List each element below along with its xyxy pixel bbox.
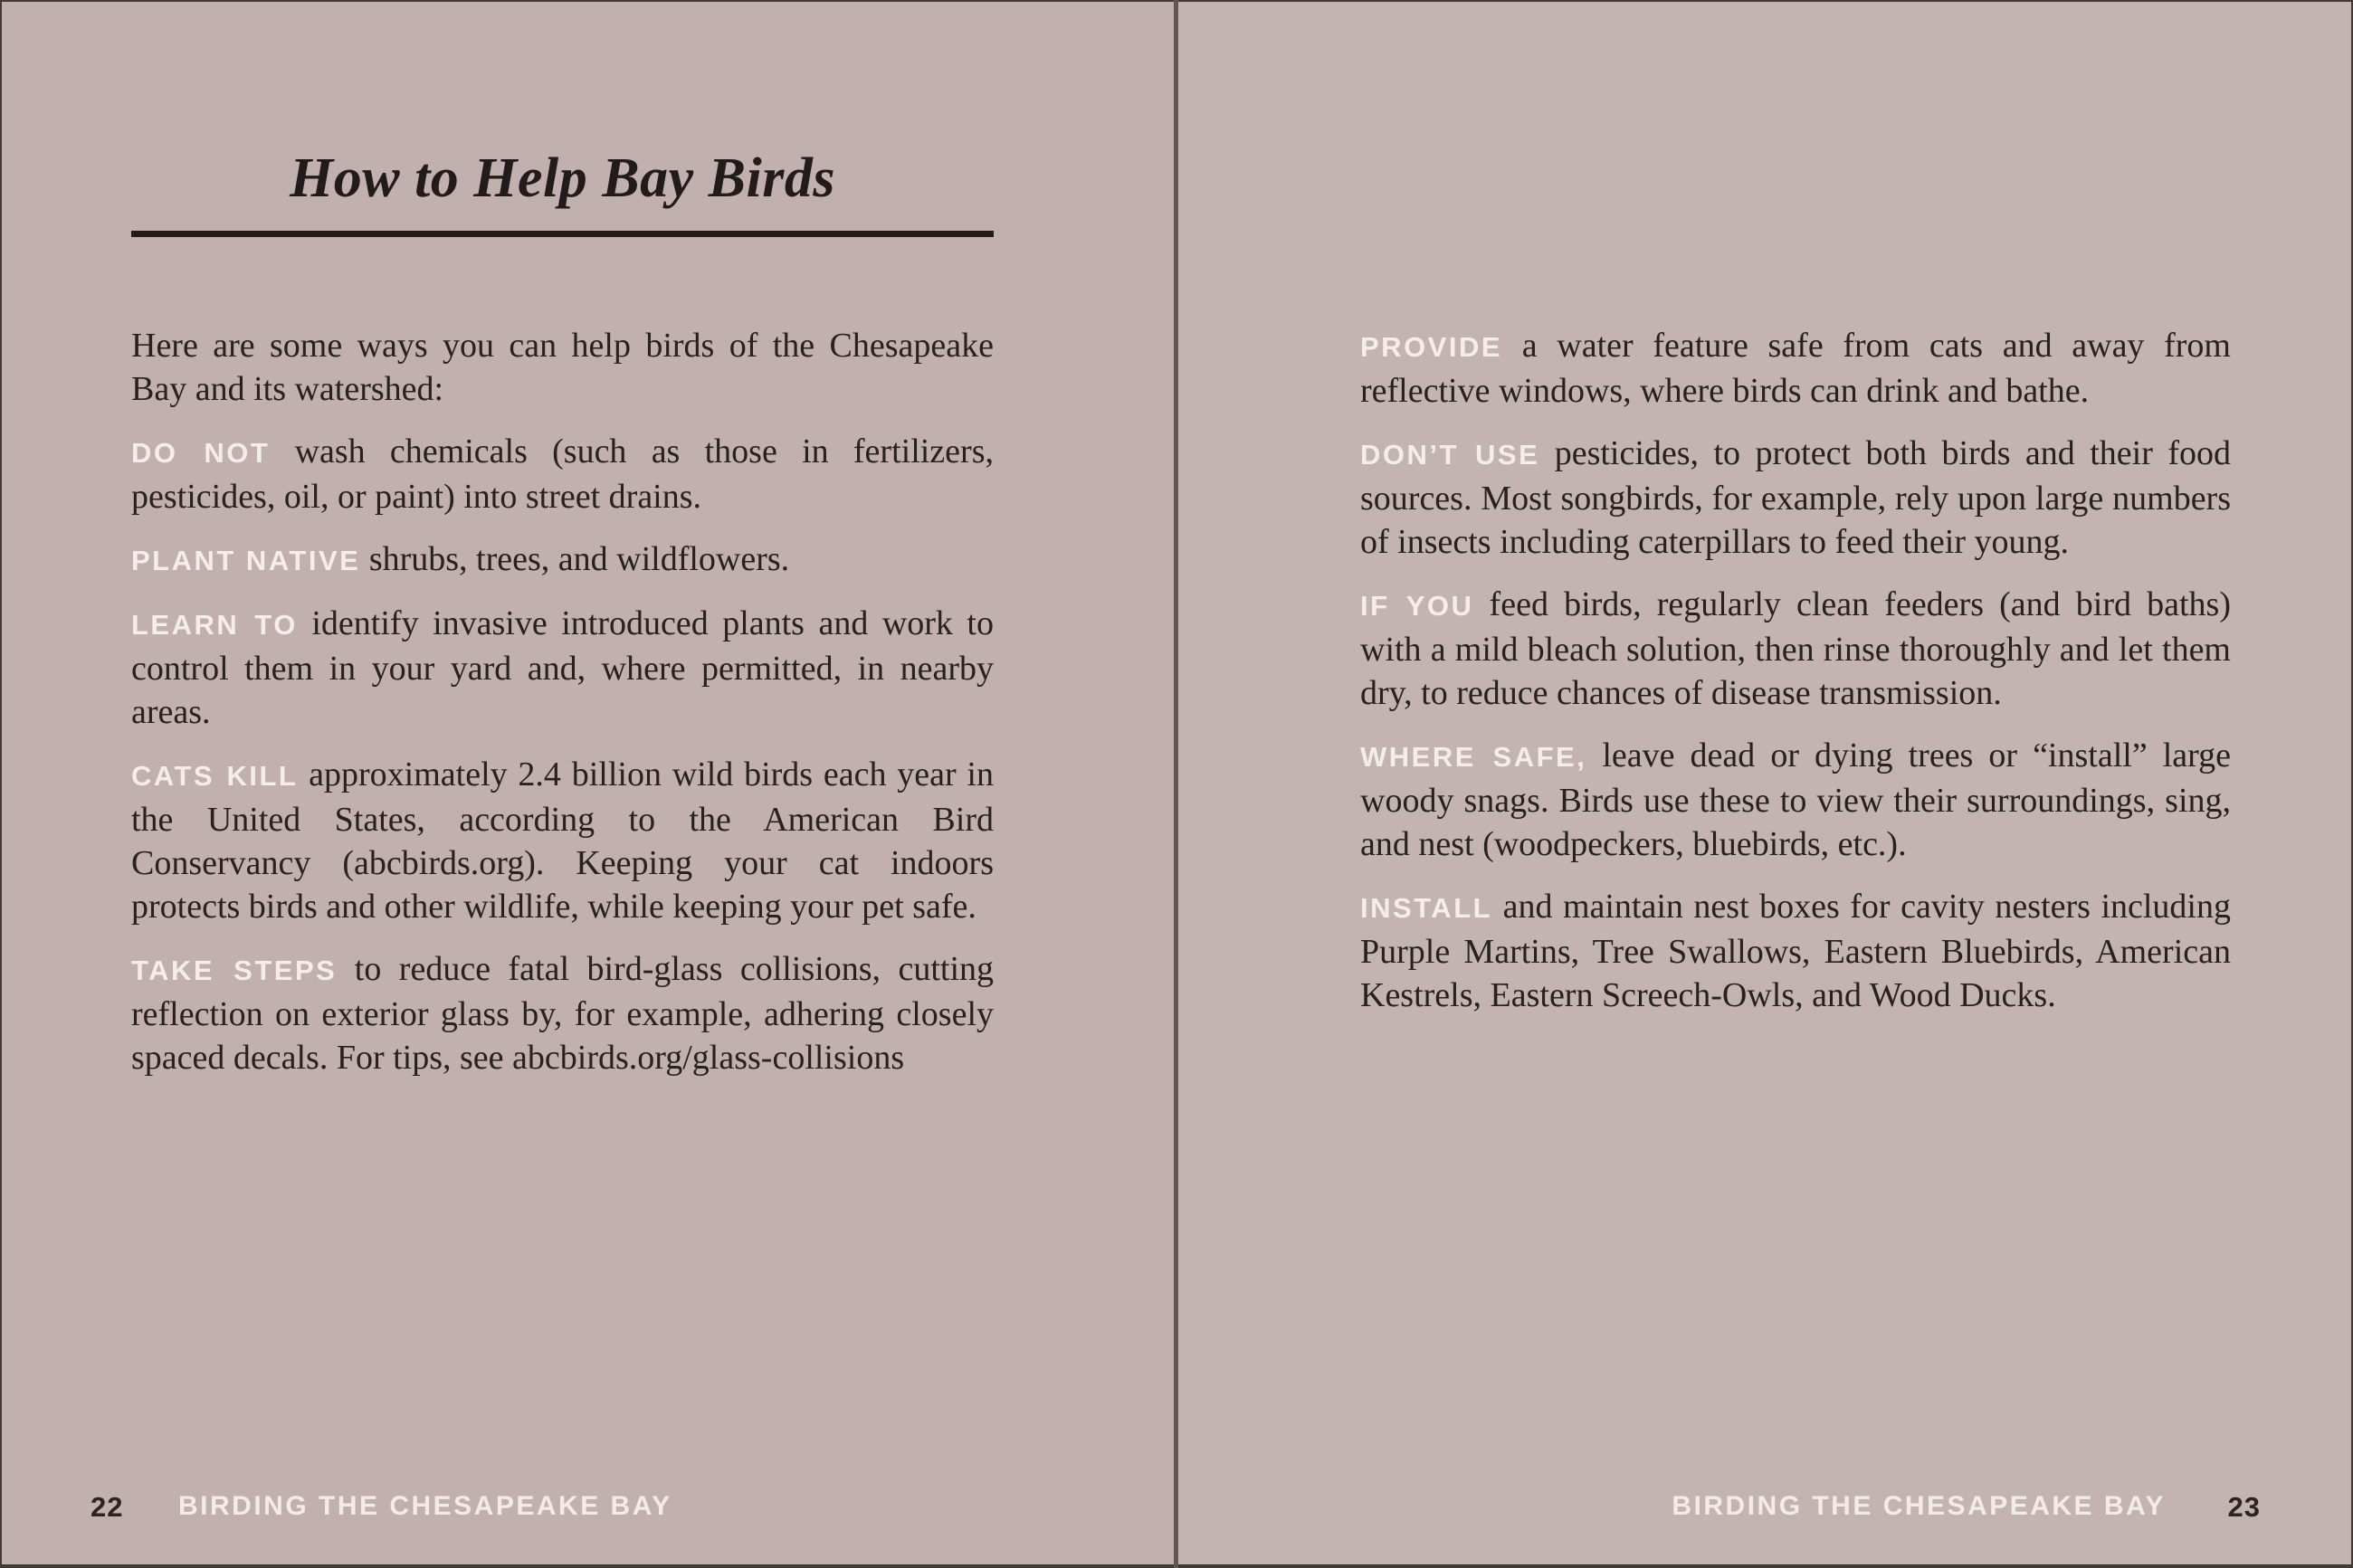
tip-lead: PLANT NATIVE [131, 545, 361, 576]
right-page [1178, 2, 2351, 1564]
tip-text: identify invasive introduced plants and work to control them in your yard and, where permitted, in nearby areas. [131, 604, 994, 731]
running-head: BIRDING THE CHESAPEAKE BAY [178, 1491, 672, 1521]
left-text-column [131, 324, 994, 1098]
tip-paragraph-provide [1360, 324, 2231, 413]
tip-lead: DON’T USE [1360, 439, 1540, 470]
page-number: 22 [90, 1491, 124, 1523]
tip-text: shrubs, trees, and wildflowers. [360, 540, 790, 578]
intro-paragraph [131, 324, 994, 411]
tip-paragraph-take-steps [131, 947, 994, 1079]
tip-paragraph-dont-use [1360, 432, 2231, 564]
tip-paragraph-learn-to [131, 602, 994, 734]
tip-text: pesticides, to protect both birds and their food sources. Most songbirds, for example, rely upon large numbers of insects including caterpillars to feed their young. [1360, 434, 2231, 561]
right-page-footer [1178, 1491, 2351, 1527]
running-head: BIRDING THE CHESAPEAKE BAY [1672, 1491, 2166, 1521]
tip-text: to reduce fatal bird-glass collisions, cutting reflection on exterior glass by, for example, adhering closely spaced decals. For tips, see abcbirds.org/glass-collisions [131, 950, 995, 1077]
page-number: 23 [2227, 1491, 2261, 1523]
tip-lead: PROVIDE [1360, 331, 1503, 363]
tip-lead: CATS KILL [131, 760, 299, 792]
tip-text: wash chemicals (such as those in fertilizers, pesticides, oil, or paint) into street drains. [131, 432, 994, 516]
tip-lead: LEARN TO [131, 609, 298, 641]
tip-paragraph-where-safe [1360, 734, 2231, 866]
tip-paragraph-install [1360, 885, 2231, 1017]
tip-paragraph-do-not [131, 430, 994, 518]
tip-paragraph-cats-kill [131, 753, 994, 928]
tip-lead: INSTALL [1360, 892, 1493, 924]
tip-text: and maintain nest boxes for cavity nesters including Purple Martins, Tree Swallows, Eastern Bluebirds, American Kestrels, Eastern Screech-Owls, and Wood Ducks. [1360, 888, 2231, 1014]
tip-paragraph-plant-native [131, 537, 994, 583]
tip-text: feed birds, regularly clean feeders (and bird baths) with a mild bleach solution, then rinse thoroughly and let them dry, to reduce chances of disease transmission. [1360, 585, 2231, 712]
chapter-title: How to Help Bay Birds [290, 147, 835, 209]
tip-lead: TAKE STEPS [131, 955, 338, 986]
tip-text: approximately 2.4 billion wild birds each year in the United States, according to the American Bird Conservancy (abcbirds.org). Keeping your cat indoors protects birds and other wildlife, while keeping your pet safe. [131, 755, 994, 926]
title-rule [131, 231, 994, 237]
right-text-column [1360, 324, 2231, 1036]
intro-text: Here are some ways you can help birds of the Chesapeake Bay and its watershed: [131, 327, 994, 408]
chapter-title-block [131, 147, 994, 237]
tip-lead: IF YOU [1360, 590, 1474, 622]
left-page [2, 2, 1174, 1564]
tip-paragraph-if-you [1360, 583, 2231, 715]
tip-text: a water feature safe from cats and away from reflective windows, where birds can drink and bathe. [1360, 327, 2231, 410]
tip-lead: WHERE SAFE, [1360, 741, 1587, 773]
tip-text: leave dead or dying trees or “install” large woody snags. Birds use these to view their surroundings, sing, and nest (woodpeckers, bluebirds, etc.). [1360, 736, 2231, 863]
tip-lead: DO NOT [131, 437, 271, 469]
left-page-footer [2, 1491, 1174, 1527]
